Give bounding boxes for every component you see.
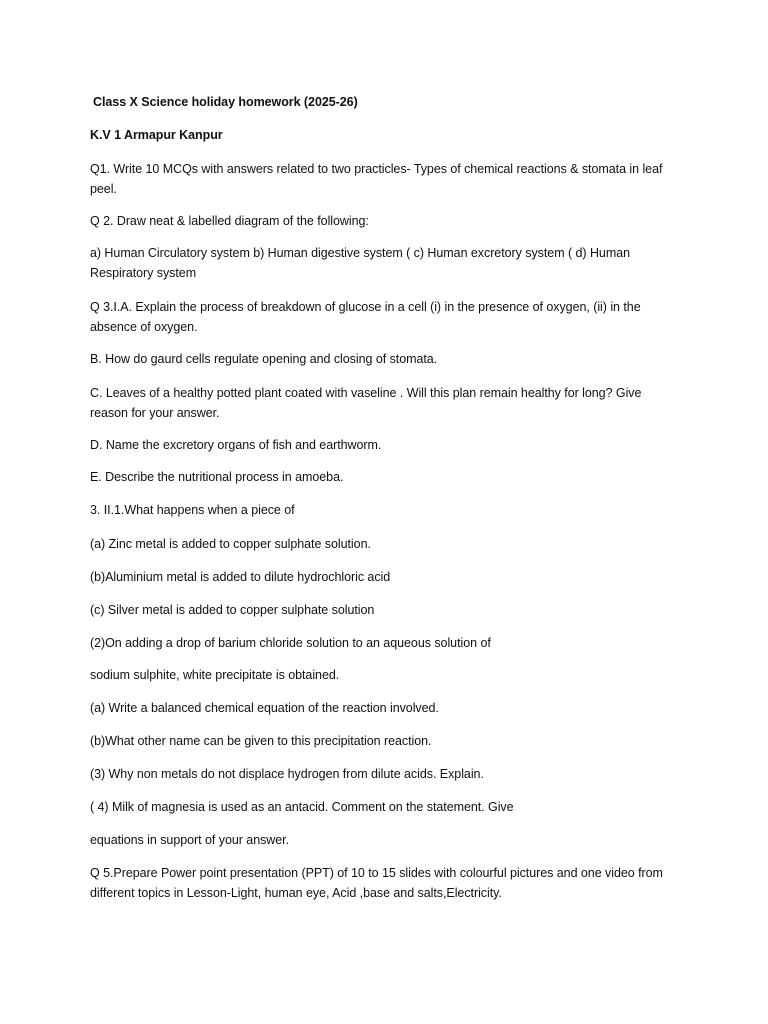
- question-3-i-d: D. Name the excretory organs of fish and earthworm.: [90, 438, 382, 452]
- question-3-ii-2: (2)On adding a drop of barium chloride solution to an aqueous solution of: [90, 636, 491, 650]
- question-3-ii-1-c: (c) Silver metal is added to copper sulphate solution: [90, 603, 375, 617]
- question-2: Q 2. Draw neat & labelled diagram of the following:: [90, 214, 369, 228]
- question-3-i-b: B. How do gaurd cells regulate opening and closing of stomata.: [90, 352, 438, 366]
- question-3-i-c: C. Leaves of a healthy potted plant coated with vaseline . Will this plan remain healthy for long? Give reason for your answer.: [90, 386, 642, 420]
- question-5: Q 5.Prepare Power point presentation (PPT) of 10 to 15 slides with colourful pictures and one video from different topics in Lesson-Light, human eye, Acid ,base and salts,Electricity.: [90, 866, 663, 900]
- document-title: Class X Science holiday homework (2025-26): [93, 95, 358, 109]
- question-3-ii-4-cont: equations in support of your answer.: [90, 833, 290, 847]
- question-3-ii-1: 3. II.1.What happens when a piece of: [90, 503, 295, 517]
- question-3-ii-2-cont: sodium sulphite, white precipitate is obtained.: [90, 668, 340, 682]
- question-3-ii-4: ( 4) Milk of magnesia is used as an antacid. Comment on the statement. Give: [90, 800, 514, 814]
- question-2-options: a) Human Circulatory system b) Human digestive system ( c) Human excretory system ( d) Human Respiratory system: [90, 246, 630, 280]
- question-3-i-e: E. Describe the nutritional process in amoeba.: [90, 470, 344, 484]
- question-3-ii-2-b: (b)What other name can be given to this precipitation reaction.: [90, 734, 432, 748]
- school-name: K.V 1 Armapur Kanpur: [90, 128, 223, 142]
- question-3-ii-1-b: (b)Aluminium metal is added to dilute hydrochloric acid: [90, 570, 391, 584]
- question-3-ii-3: (3) Why non metals do not displace hydrogen from dilute acids. Explain.: [90, 767, 484, 781]
- question-3-ii-2-a: (a) Write a balanced chemical equation of the reaction involved.: [90, 701, 439, 715]
- question-3-i-a: Q 3.I.A. Explain the process of breakdown of glucose in a cell (i) in the presence of oxygen, (ii) in the absence of oxygen.: [90, 300, 641, 334]
- question-1: Q1. Write 10 MCQs with answers related to two practicles- Types of chemical reactions & stomata in leaf peel.: [90, 162, 663, 196]
- question-3-ii-1-a: (a) Zinc metal is added to copper sulphate solution.: [90, 537, 371, 551]
